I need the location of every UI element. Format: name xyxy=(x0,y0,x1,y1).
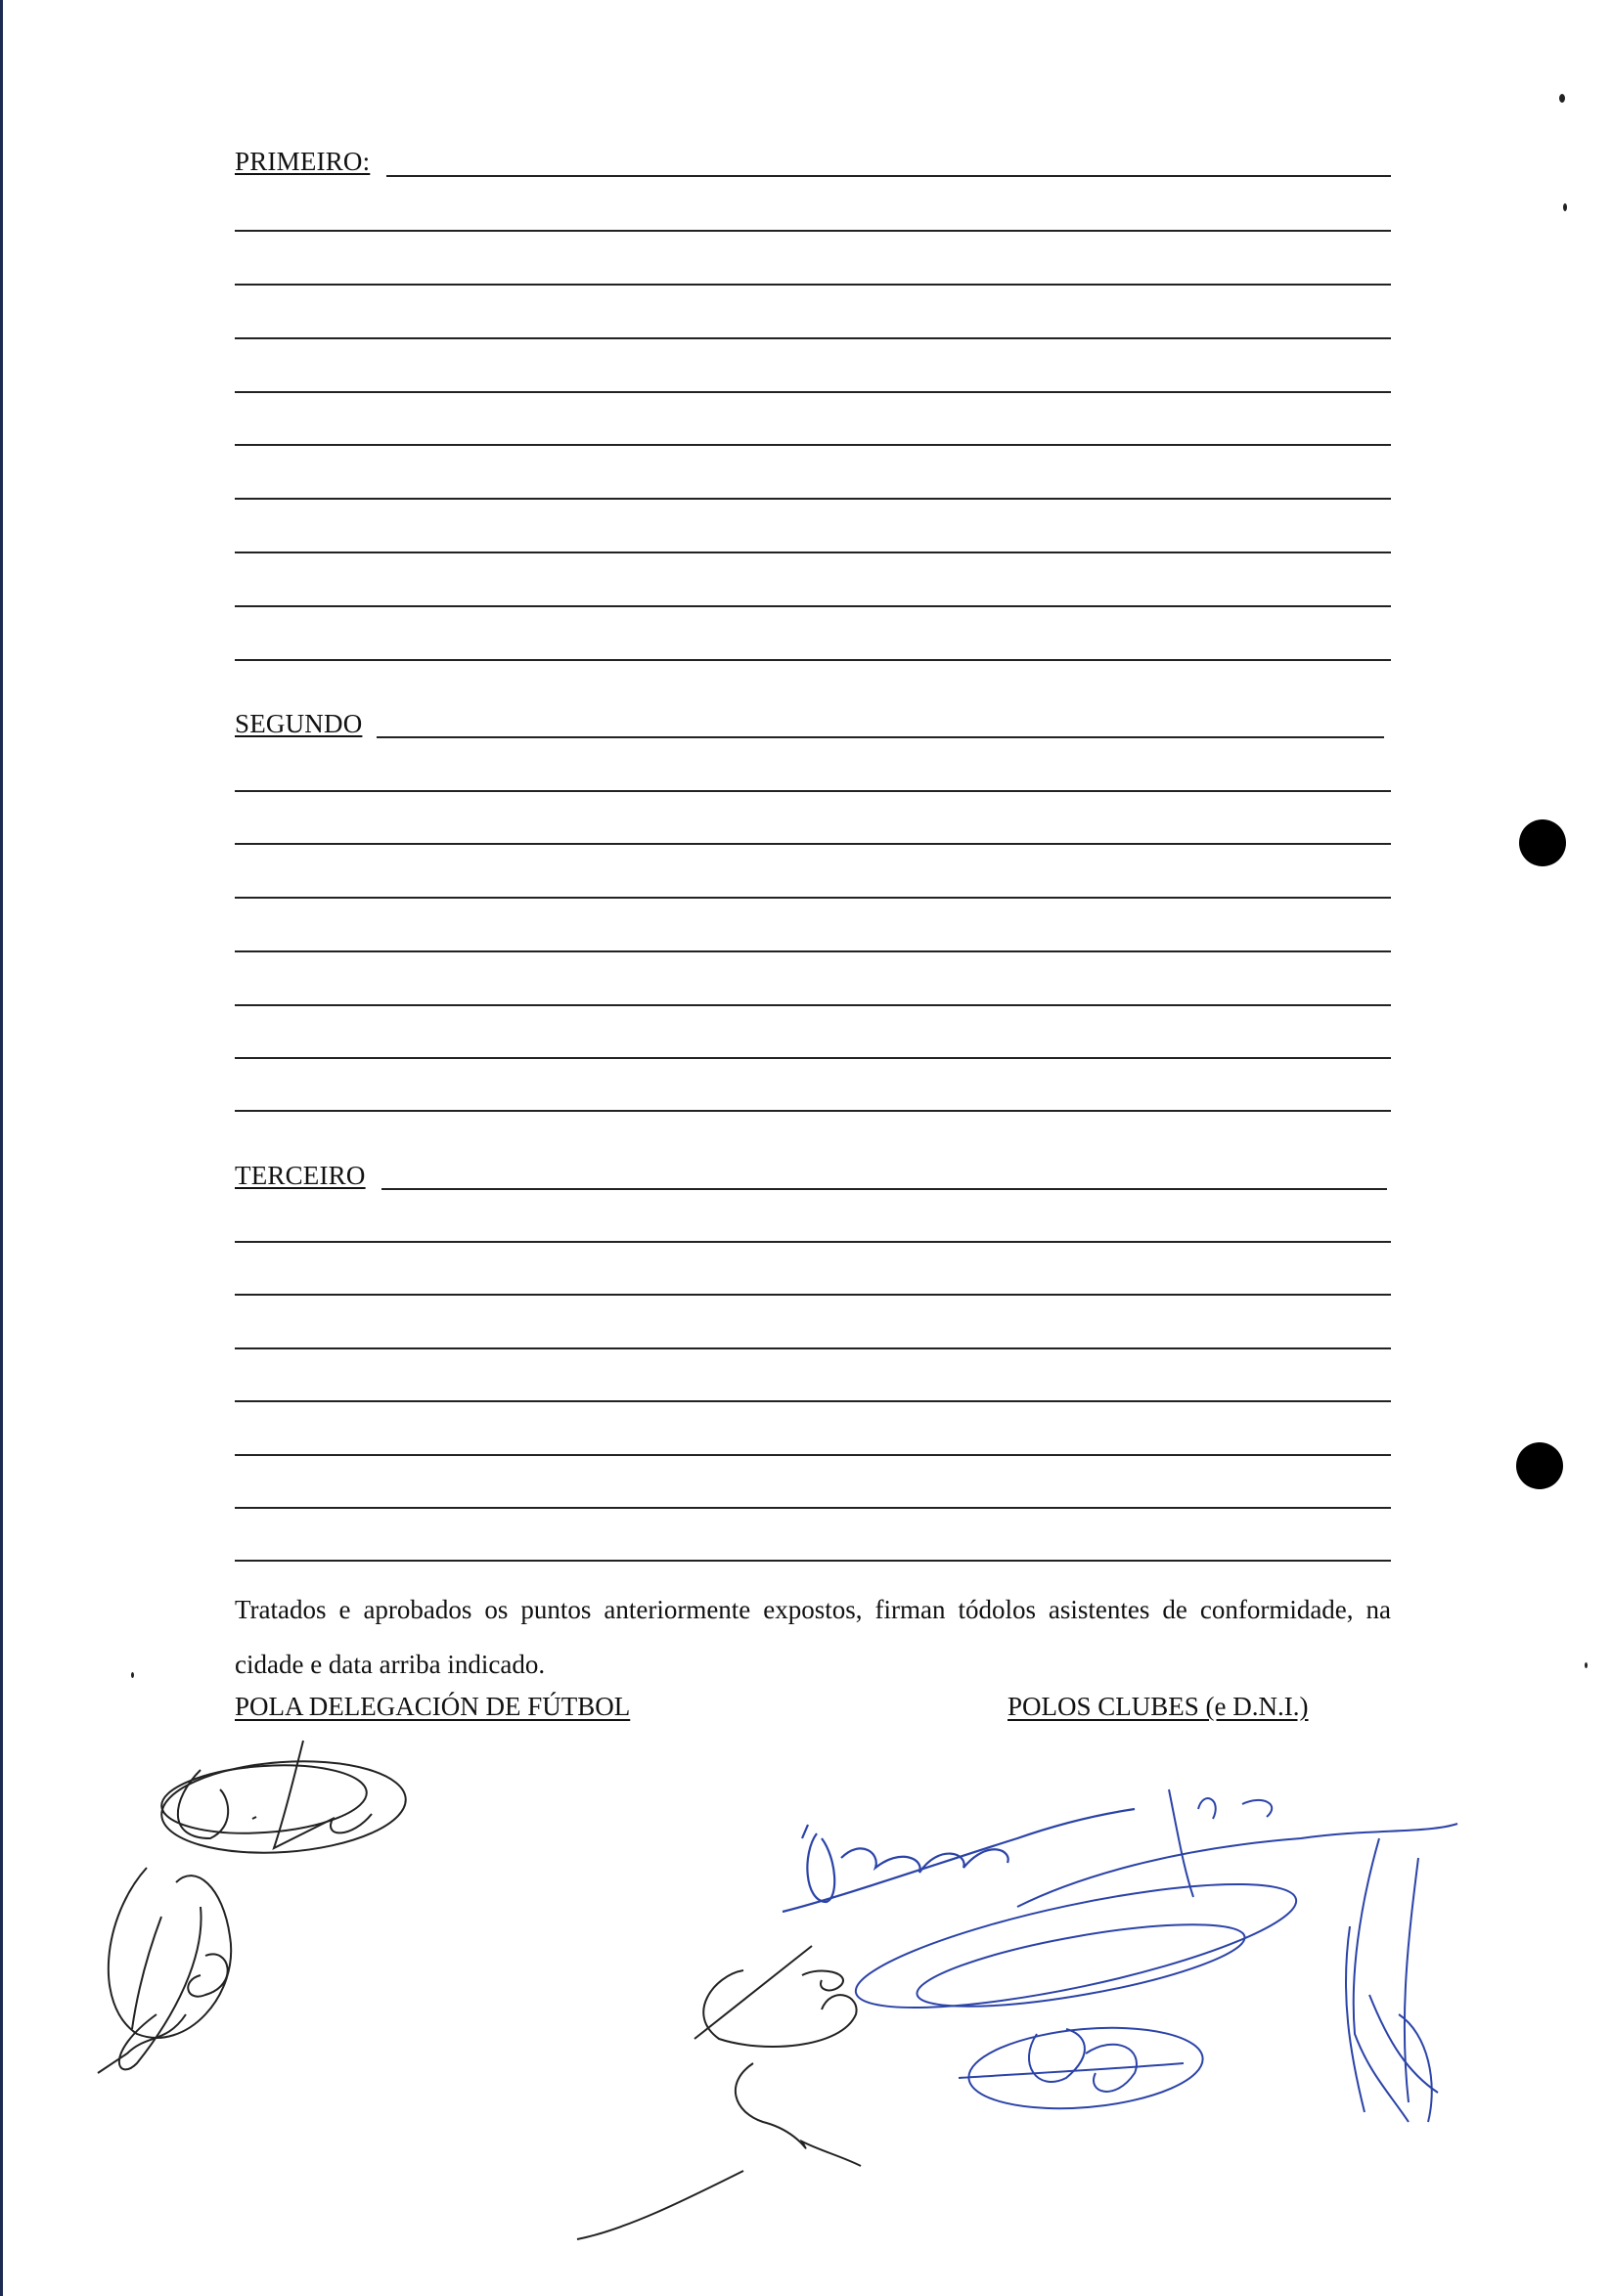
section-label-text: SEGUNDO xyxy=(235,709,363,738)
delegation-signature xyxy=(98,1868,231,2073)
closing-paragraph: Tratados e aprobados os puntos anteriormente expostos, firman tódolos asistentes de conformidade, na cidade e data arriba indicado. xyxy=(235,1595,1391,1679)
delegation-heading: POLA DELEGACIÓN DE FÚTBOL xyxy=(235,1692,631,1721)
club-signature xyxy=(847,1789,1457,2122)
section-label-text: TERCEIRO xyxy=(235,1161,366,1190)
club-signature xyxy=(577,1946,861,2239)
delegation-signature xyxy=(158,1741,409,1861)
club-signature xyxy=(783,1809,1135,1912)
clubs-heading: POLOS CLUBES (e D.N.I.) xyxy=(1008,1692,1309,1721)
section-label-text: PRIMEIRO: xyxy=(235,147,371,176)
